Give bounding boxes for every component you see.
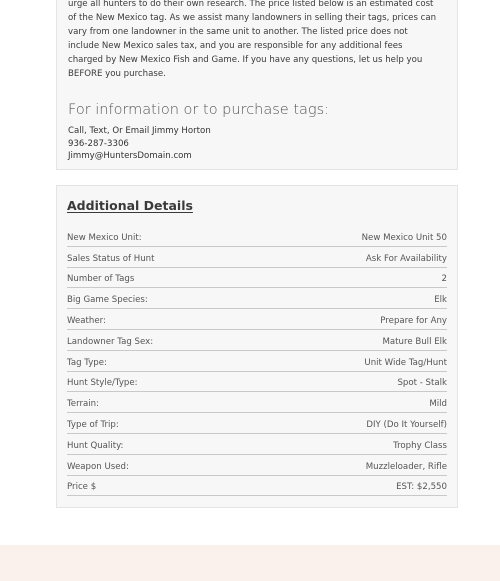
- footer-band: [0, 545, 500, 581]
- detail-label: Weapon Used:: [67, 461, 129, 472]
- detail-value: New Mexico Unit 50: [361, 232, 447, 243]
- phone-number[interactable]: 936-287-3306: [68, 138, 129, 149]
- detail-row: [67, 434, 447, 455]
- detail-label: Hunt Style/Type:: [67, 378, 138, 389]
- detail-label: Price $: [67, 482, 97, 493]
- detail-label: Number of Tags: [67, 274, 135, 285]
- detail-row: [67, 247, 447, 268]
- detail-label: New Mexico Unit:: [67, 232, 142, 243]
- detail-value: Unit Wide Tag/Hunt: [364, 357, 447, 368]
- detail-value: Mature Bull Elk: [382, 336, 447, 347]
- contact-line: Call, Text, Or Email Jimmy Horton: [68, 126, 211, 136]
- detail-value: 2: [441, 274, 447, 285]
- detail-value: Trophy Class: [393, 440, 447, 451]
- detail-row: [67, 330, 447, 351]
- additional-details-card: [56, 185, 458, 508]
- detail-row: [67, 476, 447, 497]
- detail-row: [67, 309, 447, 330]
- detail-label: Hunt Quality:: [67, 440, 124, 451]
- detail-label: Landowner Tag Sex:: [67, 336, 154, 347]
- tag-info-card: [56, 0, 458, 170]
- detail-row: [67, 372, 447, 393]
- detail-value: Elk: [434, 295, 447, 306]
- detail-row: [67, 226, 447, 247]
- purchase-heading: For information or to purchase tags:: [68, 102, 330, 118]
- detail-label: Tag Type:: [67, 357, 107, 368]
- detail-row: [67, 288, 447, 309]
- detail-value: Prepare for Any: [380, 315, 447, 326]
- intro-line: vary from one landowner in the same unit to another. The listed price does not: [68, 27, 408, 37]
- detail-value: Spot - Stalk: [397, 378, 447, 389]
- contact-block: [68, 125, 445, 163]
- details-list: [67, 226, 447, 496]
- details-title: Additional Details: [67, 198, 193, 213]
- detail-label: Weather:: [67, 315, 106, 326]
- detail-label: Big Game Species:: [67, 295, 148, 306]
- detail-row: [67, 455, 447, 476]
- intro-line: include New Mexico sales tax, and you are responsible for any additional fees: [68, 41, 403, 51]
- detail-value: Muzzleloader, Rifle: [365, 461, 447, 472]
- email-address[interactable]: Jimmy@HuntersDomain.com: [68, 151, 192, 161]
- intro-line: urge all hunters to do their own research. The price listed below is an estimated cost: [68, 0, 434, 9]
- detail-value: Mild: [429, 399, 447, 410]
- detail-value: Ask For Availability: [365, 253, 447, 264]
- intro-line: charged by New Mexico Fish and Game. If you have any questions, let us help you: [68, 55, 423, 65]
- detail-value: EST: $2,550: [396, 482, 447, 493]
- intro-line: BEFORE you purchase.: [68, 69, 166, 79]
- detail-label: Terrain:: [67, 399, 99, 410]
- detail-row: [67, 413, 447, 434]
- detail-value: DIY (Do It Yourself): [366, 419, 447, 430]
- detail-row: [67, 392, 447, 413]
- detail-label: Type of Trip:: [67, 419, 119, 430]
- detail-label: Sales Status of Hunt: [67, 253, 155, 264]
- intro-text: [68, 0, 445, 81]
- detail-row: [67, 351, 447, 372]
- intro-line: of the New Mexico tag. As we assist many landowners in selling their tags, prices can: [68, 13, 437, 23]
- detail-row: [67, 268, 447, 289]
